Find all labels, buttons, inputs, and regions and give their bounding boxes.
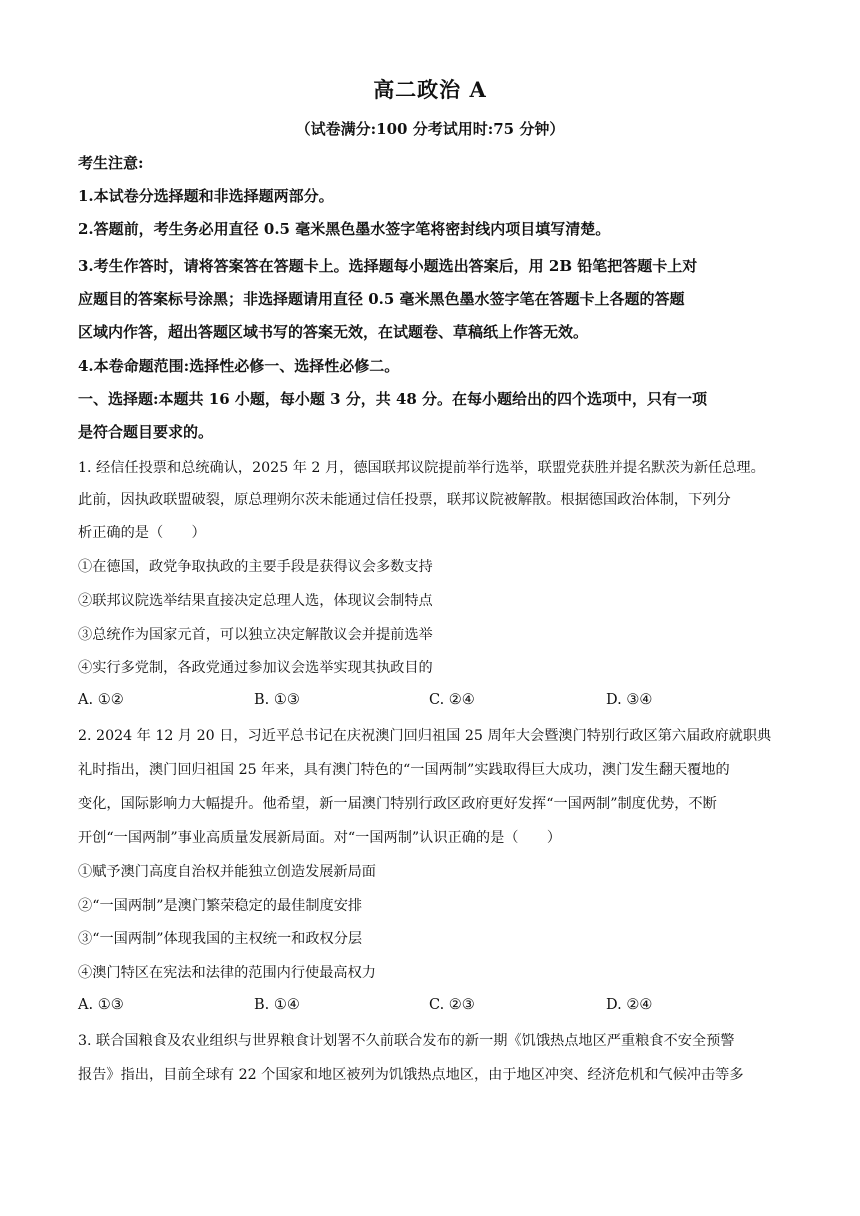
- option-c[interactable]: C. ②④: [429, 692, 475, 708]
- option-b[interactable]: B. ①④: [254, 997, 300, 1013]
- notice-item: 2.答题前，考生务必用直径 0.5 毫米黑色墨水签字笔将密封线内项目填写清楚。: [78, 220, 611, 238]
- question-1-options: [78, 692, 778, 712]
- section-heading-cont: 是符合题目要求的。: [78, 423, 214, 441]
- question-2-options: [78, 997, 778, 1017]
- question-2-statement: ②“一国两制”是澳门繁荣稳定的最佳制度安排: [78, 898, 363, 914]
- question-3-stem: 3. 联合国粮食及农业组织与世界粮食计划署不久前联合发布的新一期《饥饿热点地区严重粮食不安全预警: [78, 1033, 735, 1049]
- question-1-stem: 析正确的是（ ）: [78, 525, 206, 541]
- option-a[interactable]: A. ①③: [78, 997, 124, 1013]
- notice-item: 3.考生作答时，请将答案答在答题卡上。选择题每小题选出答案后，用 2B 铅笔把答题卡上对: [78, 257, 698, 275]
- question-2-stem: 2. 2024 年 12 月 20 日，习近平总书记在庆祝澳门回归祖国 25 周年大会暨澳门特别行政区第六届政府就职典: [78, 728, 772, 744]
- question-3-stem: 报告》指出，目前全球有 22 个国家和地区被列为饥饿热点地区，由于地区冲突、经济危机和气候冲击等多: [78, 1067, 744, 1083]
- option-c[interactable]: C. ②③: [429, 997, 475, 1013]
- option-d[interactable]: D. ②④: [606, 997, 653, 1013]
- question-1-statement: ①在德国，政党争取执政的主要手段是获得议会多数支持: [78, 559, 433, 575]
- question-2-statement: ③“一国两制”体现我国的主权统一和政权分层: [78, 931, 363, 947]
- question-2-statement: ①赋予澳门高度自治权并能独立创造发展新局面: [78, 864, 376, 880]
- question-2-stem: 礼时指出，澳门回归祖国 25 年来，具有澳门特色的“一国两制”实践取得巨大成功，澳门发生翻天覆地的: [78, 762, 730, 778]
- notice-item: 4.本卷命题范围:选择性必修一、选择性必修二。: [78, 357, 400, 375]
- question-1-statement: ④实行多党制，各政党通过参加议会选举实现其执政目的: [78, 660, 433, 676]
- notice-heading: 考生注意:: [78, 154, 144, 172]
- question-1-statement: ③总统作为国家元首，可以独立决定解散议会并提前选举: [78, 627, 433, 643]
- question-2-stem: 变化，国际影响力大幅提升。他希望，新一届澳门特别行政区政府更好发挥“一国两制”制度优势，不断: [78, 796, 717, 812]
- option-b[interactable]: B. ①③: [254, 692, 300, 708]
- question-1-statement: ②联邦议院选举结果直接决定总理人选，体现议会制特点: [78, 593, 433, 609]
- exam-info-subtitle: （试卷满分:100 分考试用时:75 分钟）: [295, 120, 565, 138]
- section-heading: 一、选择题:本题共 16 小题，每小题 3 分，共 48 分。在每小题给出的四个选项中，只有一项: [78, 390, 708, 408]
- question-2-statement: ④澳门特区在宪法和法律的范围内行使最高权力: [78, 965, 376, 981]
- option-a[interactable]: A. ①②: [78, 692, 124, 708]
- page-title: 高二政治 A: [373, 77, 487, 102]
- notice-item: 1.本试卷分选择题和非选择题两部分。: [78, 187, 334, 205]
- notice-item: 应题目的答案标号涂黑；非选择题请用直径 0.5 毫米黑色墨水签字笔在答题卡上各题的答题: [78, 290, 685, 308]
- notice-item: 区域内作答，超出答题区域书写的答案无效，在试题卷、草稿纸上作答无效。: [78, 323, 589, 341]
- option-d[interactable]: D. ③④: [606, 692, 653, 708]
- question-1-stem: 1. 经信任投票和总统确认，2025 年 2 月，德国联邦议院提前举行选举，联盟党获胜并提名默茨为新任总理。: [78, 460, 765, 476]
- question-1-stem: 此前，因执政联盟破裂，原总理朔尔茨未能通过信任投票，联邦议院被解散。根据德国政治体制，下列分: [78, 492, 731, 508]
- question-2-stem: 开创“一国两制”事业高质量发展新局面。对“一国两制”认识正确的是（ ）: [78, 830, 562, 846]
